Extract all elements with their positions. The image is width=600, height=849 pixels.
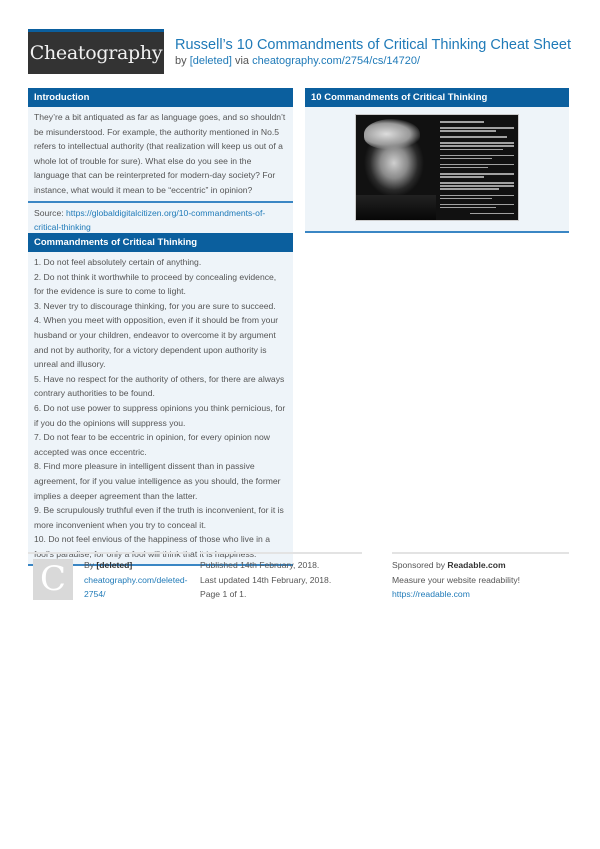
section-header: Introduction <box>28 88 293 107</box>
russell-portrait-image <box>355 114 519 221</box>
sponsor-line <box>392 558 569 573</box>
footer-author <box>28 552 190 602</box>
introduction-text: They’re a bit antiquated as far as language goes, and so shouldn’t be misunderstood. For example, the authority mentioned in No.5 refers to intellectual authority (that realization will keep us out of a whole lot of trouble for sure). What else do you see in the language that can be reinterpreted for modern-day society? For instance, what would it mean to be “eccentric” in opinion? <box>34 112 286 195</box>
list-item: 3. Never try to discourage thinking, for you are sure to succeed. <box>34 300 276 311</box>
section-image <box>305 88 569 233</box>
via-text: via <box>231 55 253 67</box>
sponsor-name: Readable.com <box>447 560 506 570</box>
source-label: Source: <box>34 207 67 218</box>
list-item: 7. Do not fear to be eccentric in opinion, for every opinion now accepted was once eccentric. <box>34 432 270 457</box>
author-profile-link[interactable]: cheatography.com/deleted-2754/ <box>84 574 188 600</box>
footer-sponsor <box>392 552 569 602</box>
portrait-hair <box>364 119 420 149</box>
commandments-list <box>28 252 293 564</box>
author-link[interactable]: [deleted] <box>189 55 232 67</box>
logo-text: Cheatography <box>29 42 163 64</box>
avatar[interactable] <box>33 559 73 600</box>
footer-dates <box>200 552 362 602</box>
portrait-text-lines <box>440 121 514 216</box>
page-count: Page 1 of 1. <box>200 589 247 600</box>
list-item: 5. Have no respect for the authority of others, for there are always contrary authorities to be found. <box>34 373 285 399</box>
page-subtitle <box>175 55 420 67</box>
sponsor-tagline: Measure your website readability! <box>392 574 521 585</box>
footer-dates-text <box>200 554 362 602</box>
published-date: Published 14th February, 2018. <box>200 560 320 570</box>
section-commandments <box>28 233 293 566</box>
list-item: 6. Do not use power to suppress opinions you think pernicious, for if you do the opinions will suppress you. <box>34 402 286 428</box>
footer-by <box>84 558 190 573</box>
list-item: 10. Do not feel envious of the happiness of those who live in a fool’s paradise, for only a fool will think that it is happiness. <box>34 534 271 559</box>
footer-sponsor-text <box>392 554 569 602</box>
section-introduction <box>28 88 293 240</box>
source-link[interactable]: https://globaldigitalcitizen.org/10-commandments-of-critical-thinking <box>34 207 266 233</box>
sponsor-link[interactable]: https://readable.com <box>392 589 470 600</box>
cheatography-logo[interactable] <box>28 29 164 74</box>
avatar-letter: C <box>39 559 66 600</box>
section-header: Commandments of Critical Thinking <box>28 233 293 252</box>
list-item: 1. Do not feel absolutely certain of anything. <box>34 257 202 267</box>
section-header: 10 Commandments of Critical Thinking <box>305 88 569 107</box>
sheet-url-link[interactable]: cheatography.com/2754/cs/14720/ <box>252 55 421 67</box>
updated-date: Last updated 14th February, 2018. <box>200 574 332 585</box>
portrait-suit <box>356 195 436 221</box>
page-title[interactable]: Russell’s 10 Commandments of Critical Thinking Cheat Sheet <box>175 37 571 53</box>
sponsor-prefix: Sponsored by <box>392 560 448 570</box>
list-item: 8. Find more pleasure in intelligent dissent than in passive agreement, for if you value intelligence as you should, the former implies a deeper agreement than the latter. <box>34 461 281 501</box>
footer-author-name: [deleted] <box>96 560 133 570</box>
by-prefix: By <box>84 560 97 570</box>
list-item: 9. Be scrupulously truthful even if the truth is inconvenient, for it is more inconvenient when you try to conceal it. <box>34 505 284 530</box>
list-item: 4. When you meet with opposition, even if it should be from your husband or your children, endeavor to overcome it by argument and not by authority, for a victory dependent upon authority is unreal and illusory. <box>34 315 279 370</box>
by-prefix: by <box>175 55 190 67</box>
list-item: 2. Do not think it worthwhile to proceed by concealing evidence, for the evidence is sure to come to light. <box>34 271 277 297</box>
